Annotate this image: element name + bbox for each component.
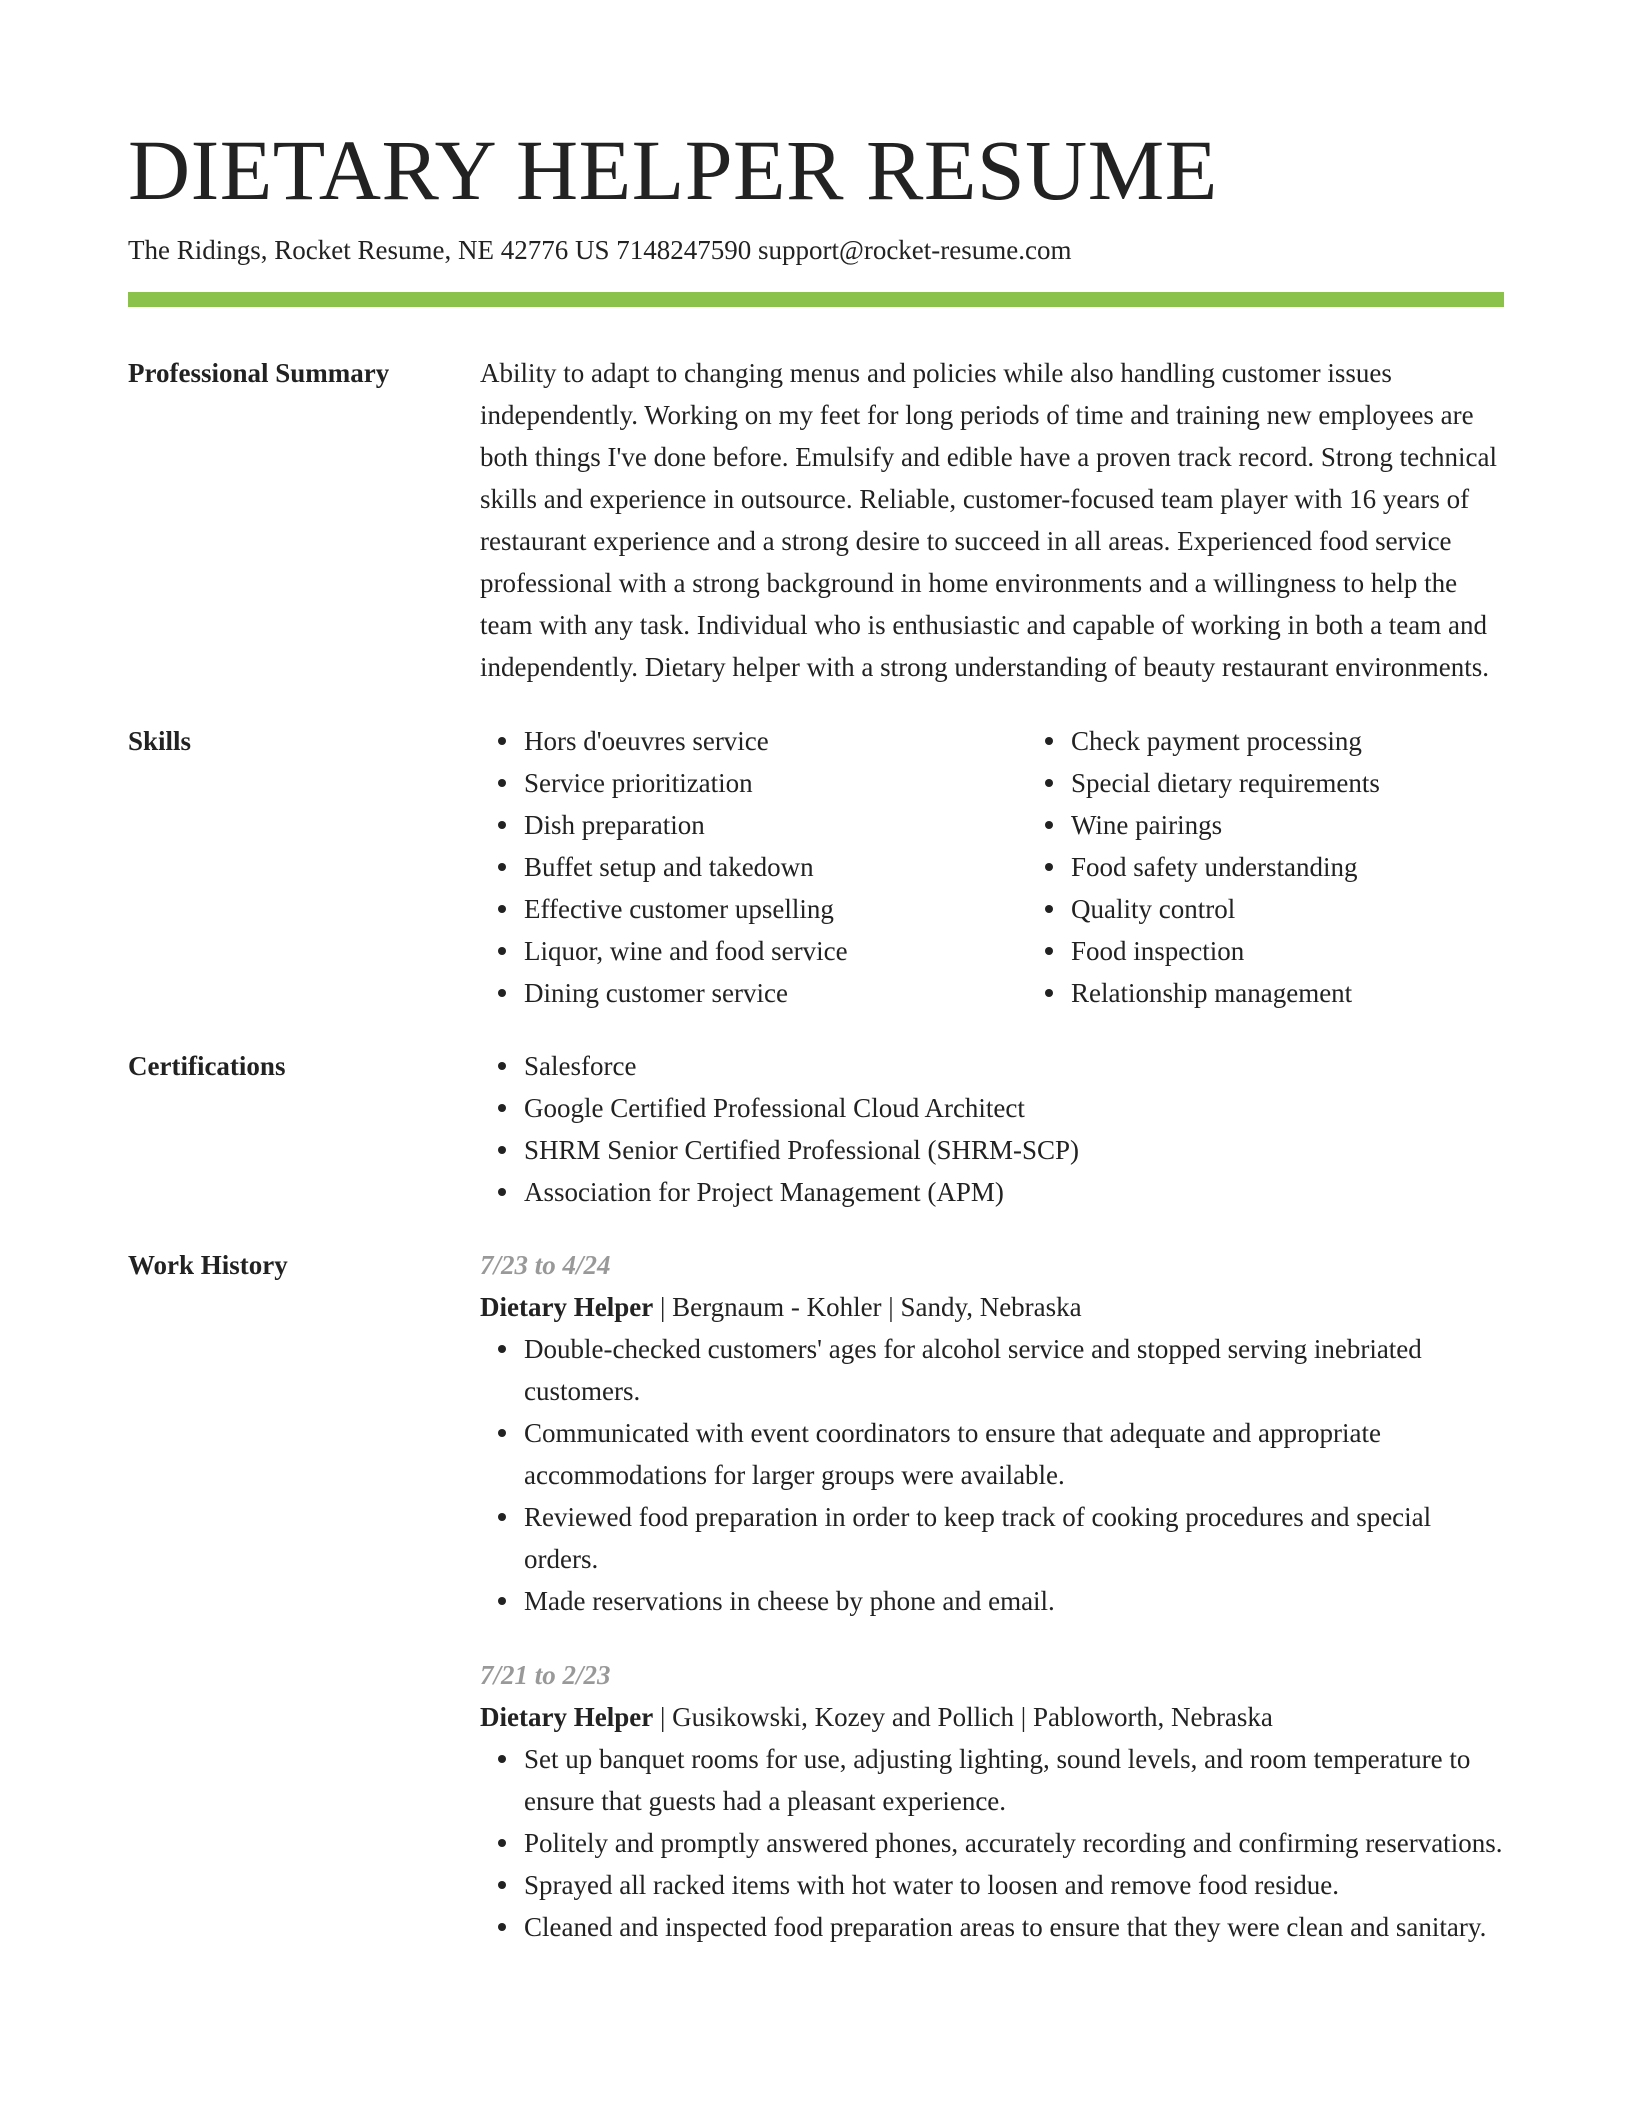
job-entry: [480, 1654, 1504, 1948]
skills-list-right: [1027, 720, 1574, 1014]
skill-item: Quality control: [1071, 888, 1574, 930]
work-history-section: [128, 1244, 1504, 1948]
skill-item: Food safety understanding: [1071, 846, 1574, 888]
certification-item: Google Certified Professional Cloud Architect: [524, 1087, 1504, 1129]
certification-item: Salesforce: [524, 1045, 1504, 1087]
skill-item: Dish preparation: [524, 804, 1027, 846]
job-bullet: Cleaned and inspected food preparation areas to ensure that they were clean and sanitary.: [524, 1906, 1504, 1948]
skills-section: [128, 720, 1504, 1014]
certifications-list: [480, 1045, 1504, 1213]
job-bullets: [480, 1328, 1504, 1622]
section-label-summary: Professional Summary: [128, 358, 390, 388]
job-bullet: Double-checked customers' ages for alcohol service and stopped serving inebriated customers.: [524, 1328, 1504, 1412]
skills-columns: [480, 720, 1574, 1014]
resume-page: [128, 120, 1504, 1948]
skill-item: Effective customer upselling: [524, 888, 1027, 930]
job-title-line: [480, 1286, 1504, 1328]
certification-item: SHRM Senior Certified Professional (SHRM-SCP): [524, 1129, 1504, 1171]
skill-item: Food inspection: [1071, 930, 1574, 972]
contact-line: The Ridings, Rocket Resume, NE 42776 US 7148247590 support@rocket-resume.com: [128, 235, 1072, 265]
job-bullet: Sprayed all racked items with hot water to loosen and remove food residue.: [524, 1864, 1504, 1906]
certification-item: Association for Project Management (APM): [524, 1171, 1504, 1213]
job-title: Dietary Helper: [480, 1292, 654, 1322]
work-history-body: [480, 1244, 1504, 1948]
job-dates: 7/23 to 4/24: [480, 1250, 611, 1280]
job-dates: 7/21 to 2/23: [480, 1660, 611, 1690]
skill-item: Hors d'oeuvres service: [524, 720, 1027, 762]
job-entry: [480, 1244, 1504, 1622]
skills-list-left: [480, 720, 1027, 1014]
section-label-skills: Skills: [128, 726, 192, 756]
skill-item: Buffet setup and takedown: [524, 846, 1027, 888]
job-details: | Gusikowski, Kozey and Pollich | Pabloworth, Nebraska: [653, 1702, 1273, 1732]
certifications-body: [480, 1045, 1504, 1213]
job-details: | Bergnaum - Kohler | Sandy, Nebraska: [653, 1292, 1082, 1322]
resume-title: DIETARY HELPER RESUME: [128, 122, 1218, 218]
skill-item: Wine pairings: [1071, 804, 1574, 846]
skill-item: Service prioritization: [524, 762, 1027, 804]
section-label-work-history: Work History: [128, 1250, 288, 1280]
skill-item: Special dietary requirements: [1071, 762, 1574, 804]
summary-text: Ability to adapt to changing menus and policies while also handling customer issues independently. Working on my feet for long periods of time and training new employees are both things I've done before. Emulsify and edible have a proven track record. Strong technical skills and experience in outsource. Reliable, customer-focused team player with 16 years of restaurant experience and a strong desire to succeed in all areas. Experienced food service professional with a strong background in home environments and a willingness to help the team with any task. Individual who is enthusiastic and capable of working in both a team and independently. Dietary helper with a strong understanding of beauty restaurant environments.: [480, 358, 1498, 682]
skill-item: Liquor, wine and food service: [524, 930, 1027, 972]
job-bullet: Reviewed food preparation in order to keep track of cooking procedures and special orders.: [524, 1496, 1504, 1580]
skill-item: Dining customer service: [524, 972, 1027, 1014]
skill-item: Relationship management: [1071, 972, 1574, 1014]
job-title: Dietary Helper: [480, 1702, 654, 1732]
job-bullet: Made reservations in cheese by phone and email.: [524, 1580, 1504, 1622]
job-bullet: Politely and promptly answered phones, accurately recording and confirming reservations.: [524, 1822, 1504, 1864]
job-title-line: [480, 1696, 1504, 1738]
certifications-section: [128, 1045, 1504, 1213]
summary-section: [128, 352, 1504, 688]
job-bullet: Set up banquet rooms for use, adjusting lighting, sound levels, and room temperature to ensure that guests had a pleasant experience.: [524, 1738, 1504, 1822]
job-bullets: [480, 1738, 1504, 1948]
job-bullet: Communicated with event coordinators to ensure that adequate and appropriate accommodations for larger groups were available.: [524, 1412, 1504, 1496]
section-label-certifications: Certifications: [128, 1051, 286, 1081]
header-divider: [128, 292, 1504, 307]
skill-item: Check payment processing: [1071, 720, 1574, 762]
